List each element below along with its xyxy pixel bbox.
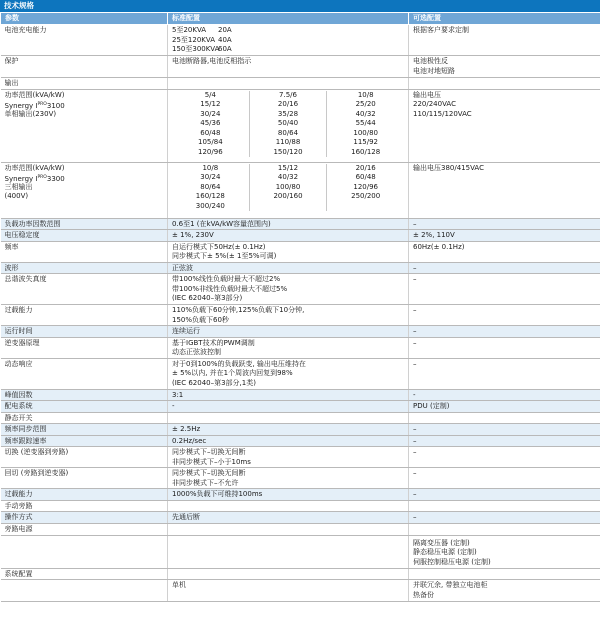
row-label: 电池充电能力 xyxy=(4,26,47,34)
table-row: 电池充电能力 5至20KVA 20A 25至120KVA 40A 150至300KVA60A 根据客户要求定制 xyxy=(1,25,600,56)
table-row: 功率范围(kVA/kW) Synergy $I^{PRO}3300$ 三相输出 (400V) 10/8 30/24 80/64 160/128 300/240 15/12 40/32 100/80 200/160 20/16 60/48 120/96 250/200 输出电压380/415VAC xyxy=(1,162,600,218)
table-row: 系统配置 xyxy=(1,568,600,580)
table-row: 总谐波失真度 带100%线性负载时最大不超过2% 带100%非线性负载时最大不超过5% (IEC 62040–第3部分) – xyxy=(1,274,600,305)
table-row: 频率跟踪速率 0.2Hz/sec – xyxy=(1,435,600,447)
table-row: 回切 (旁路到逆变器) 同步模式下–切换无间断 非同步模式下–不允许 – xyxy=(1,468,600,489)
table-row: 切换 (逆变器到旁路) 同步模式下–切换无间断 非同步模式下–小于10ms – xyxy=(1,447,600,468)
table-row: 负载功率因数范围 0.6至1 (在kVA/kW容量范围内) – xyxy=(1,218,600,230)
spec-table xyxy=(0,12,600,602)
header-optional: 可选配置 xyxy=(409,13,600,25)
table-row: 隔离变压器 (定制) 静态稳压电源 (定制) 伺服控制稳压电源 (定制) xyxy=(1,535,600,568)
table-row: 操作方式 先通后断 – xyxy=(1,512,600,524)
table-row: 运行时间 连续运行 – xyxy=(1,326,600,338)
table-row: 静态开关 xyxy=(1,412,600,424)
table-row: 手动旁路 xyxy=(1,500,600,512)
table-row: 峰值因数 3:1 - xyxy=(1,389,600,401)
table-row: 配电系统 - PDU (定制) xyxy=(1,401,600,413)
table-row: 动态响应 对于0到100%的负载跃变, 输出电压维持在 ± 5%以内, 并在1个周波内回复到98% (IEC 62040–第3部分,1类) – xyxy=(1,358,600,389)
table-row: 过载能力 110%负载下60分钟,125%负载下10分钟, 150%负载下60秒 – xyxy=(1,305,600,326)
header-standard: 标准配置 xyxy=(168,13,409,25)
table-row: 过载能力 1000%负载下可维持100ms – xyxy=(1,489,600,501)
table-row: 单机 并联冗余, 带独立电池柜 热备份 xyxy=(1,580,600,602)
header-param: 参数 xyxy=(1,13,168,25)
table-row: 频率同步范围 ± 2.5Hz – xyxy=(1,424,600,436)
table-row: 逆变器原理 基于IGBT技术的PWM调制 动态正弦波控制 – xyxy=(1,337,600,358)
table-row: 旁路电源 xyxy=(1,523,600,535)
table-row: 电压稳定度 ± 1%, 230V ± 2%, 110V xyxy=(1,230,600,242)
table-row: 波形 正弦波 – xyxy=(1,262,600,274)
table-row: 保护 电池断路器,电池反相指示 电池极性反 电池对地短路 xyxy=(1,56,600,78)
section-title: 技术规格 xyxy=(0,0,600,12)
table-row: 输出 xyxy=(1,78,600,90)
table-row: 频率 自运行模式下50Hz(± 0.1Hz) 同步模式下± 5%(± 1至5%可调) 60Hz(± 0.1Hz) xyxy=(1,241,600,262)
table-row: 功率范围(kVA/kW) Synergy $I^{PRO}3100$ 单相输出(230V) 5/4 15/12 30/24 45/36 60/48 105/84 120/96 7.5/6 20/16 35/28 50/40 80/64 110/88 150/120 10/8 25/20 40/32 55/44 100/80 115/92 160/128 输出电压 220/240VAC 110/115/120VAC xyxy=(1,89,600,162)
table-header-row xyxy=(1,13,600,25)
